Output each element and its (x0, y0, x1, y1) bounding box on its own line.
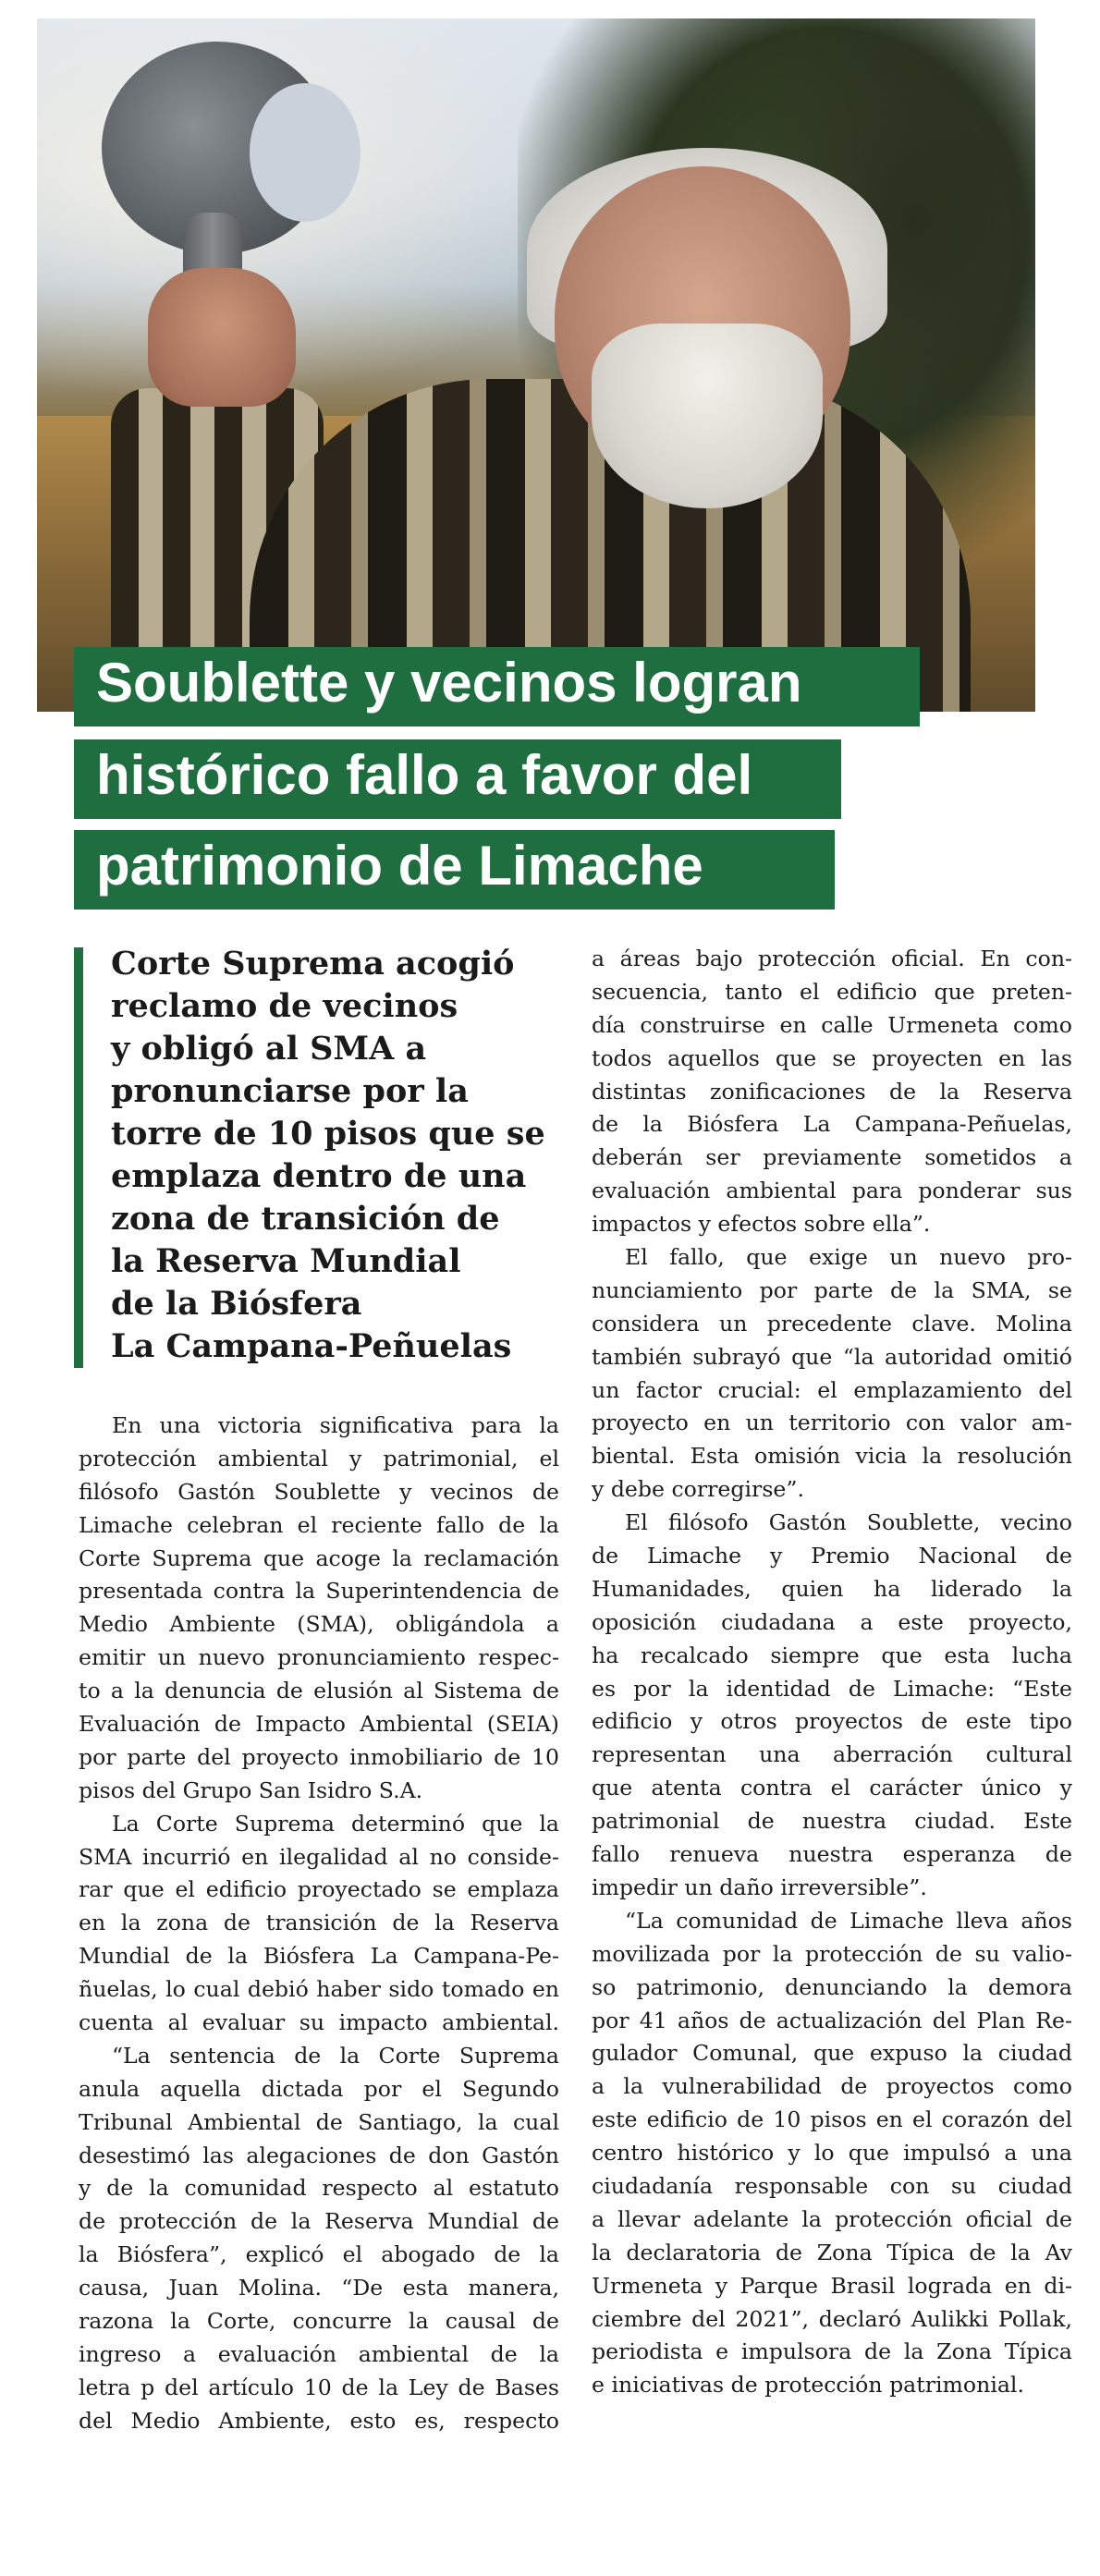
body-line: y de la comunidad respecto al estatuto (79, 2175, 559, 2202)
body-line: día construirse en calle Urmeneta como (592, 1011, 1072, 1038)
body-line: a la vulnerabilidad de proyectos como (592, 2073, 1072, 2100)
body-line: es por la identidad de Limache: “Este (592, 1675, 1072, 1702)
body-line: por 41 años de actualización del Plan Re- (592, 2007, 1072, 2033)
body-line: impedir un daño irreversible”. (592, 1874, 927, 1900)
lead-paragraph (111, 943, 582, 1368)
lead-line: La Campana-Peñuelas (111, 1327, 512, 1365)
body-line: este edificio de 10 pisos en el corazón del (592, 2106, 1072, 2133)
body-line: En una victoria significativa para la (112, 1412, 559, 1438)
body-line: “La comunidad de Limache lleva años (625, 1907, 1072, 1934)
body-line: gulador Comunal, que expuso la ciudad (592, 2040, 1072, 2067)
body-line: anula aquella dictada por el Segundo (79, 2075, 559, 2102)
lead-accent-bar (74, 947, 83, 1368)
body-line: proyecto en un territorio con valor am- (592, 1410, 1072, 1436)
body-line: emitir un nuevo pronunciamiento respec- (79, 1644, 559, 1671)
body-line: por parte del proyecto inmobiliario de 10 (79, 1743, 559, 1770)
body-line: en la zona de transición de la Reserva (79, 1910, 559, 1936)
body-line: Limache celebran el reciente fallo de la (79, 1511, 559, 1538)
body-line: Mundial de la Biósfera La Campana-Pe- (79, 1943, 559, 1970)
body-line: evaluación ambiental para ponderar sus (592, 1178, 1072, 1204)
body-line: y debe corregirse”. (592, 1476, 804, 1503)
body-line: impactos y efectos sobre ella”. (592, 1211, 931, 1238)
lead-line: torre de 10 pisos que se (111, 1115, 545, 1153)
body-line: nunciamiento por parte de la SMA, se (592, 1276, 1072, 1303)
body-line: deberán ser previamente sometidos a (592, 1144, 1072, 1171)
body-column-2 (592, 943, 1072, 2402)
body-line: protección ambiental y patrimonial, el (79, 1445, 559, 1471)
headline-line-3: patrimonio de Limache (74, 830, 835, 910)
lead-line: Corte Suprema acogió (111, 945, 515, 983)
body-line: de la Biósfera La Campana-Peñuelas, (592, 1111, 1072, 1138)
headline-line-2: histórico fallo a favor del (74, 739, 841, 819)
body-line: del Medio Ambiente, esto es, respecto (79, 2407, 559, 2434)
body-line: ñuelas, lo cual debió haber sido tomado en (79, 1976, 559, 2003)
lead-line: reclamo de vecinos (111, 987, 458, 1025)
body-line: Humanidades, quien ha liderado la (592, 1575, 1072, 1602)
body-line: filósofo Gastón Soublette y vecinos de (79, 1478, 559, 1505)
body-line: SMA incurrió en ilegalidad al no conside- (79, 1843, 559, 1870)
body-line: to a la denuncia de elusión al Sistema de (79, 1678, 559, 1704)
body-line: ciembre del 2021”, declaró Aulikki Pollak, (592, 2305, 1072, 2332)
body-line: pisos del Grupo San Isidro S.A. (79, 1776, 423, 1803)
lead-line: de la Biósfera (111, 1285, 362, 1323)
body-line: la Biósfera”, explicó el abogado de la (79, 2241, 559, 2268)
body-line: so patrimonio, denunciando la demora (592, 1973, 1072, 2000)
body-line: Evaluación de Impacto Ambiental (SEIA) (79, 1711, 559, 1738)
body-line: centro histórico y lo que impulsó a una (592, 2140, 1072, 2167)
body-line: representan una aberración cultural (592, 1741, 1072, 1768)
body-line: oposición ciudadana a este proyecto, (592, 1608, 1072, 1635)
headline-line-1: Soublette y vecinos logran (74, 647, 920, 726)
body-line: El filósofo Gastón Soublette, vecino (625, 1509, 1072, 1536)
lead-line: zona de transición de (111, 1200, 500, 1238)
body-line: considera un precedente clave. Molina (592, 1310, 1072, 1337)
body-line: edificio y otros proyectos de este tipo (592, 1708, 1072, 1735)
lead-line: y obligó al SMA a (111, 1030, 427, 1068)
body-line: razona la Corte, concurre la causal de (79, 2308, 559, 2335)
photo-axe-notch (250, 83, 361, 222)
photo-beard (592, 324, 823, 508)
body-line: letra p del artículo 10 de la Ley de Bases (79, 2374, 559, 2400)
body-line: de Limache y Premio Nacional de (592, 1543, 1072, 1569)
body-line: secuencia, tanto el edificio que preten- (592, 978, 1072, 1005)
body-line: La Corte Suprema determinó que la (112, 1810, 559, 1837)
body-line: también subrayó que “la autoridad omitió (592, 1343, 1072, 1370)
body-line: Tribunal Ambiental de Santiago, la cual (79, 2108, 559, 2135)
body-line: todos aquellos que se proyecten en las (592, 1044, 1072, 1071)
article-photo (37, 18, 1035, 712)
body-line: desestimó las alegaciones de don Gastón (79, 2142, 559, 2168)
lead-line: pronunciarse por la (111, 1072, 469, 1110)
body-line: Urmeneta y Parque Brasil lograda en di- (592, 2272, 1072, 2299)
body-line: ingreso a evaluación ambiental de la (79, 2340, 559, 2367)
body-column-1 (79, 1410, 559, 2438)
body-line: a llevar adelante la protección oficial de (592, 2205, 1072, 2232)
body-line: la declaratoria de Zona Típica de la Av (592, 2239, 1072, 2265)
body-line: que atenta contra el carácter único y (592, 1775, 1072, 1801)
lead-line: la Reserva Mundial (111, 1242, 461, 1280)
body-line: Medio Ambiente (SMA), obligándola a (79, 1611, 559, 1638)
body-line: movilizada por la protección de su valio- (592, 1940, 1072, 1967)
body-line: ciudadanía responsable con su ciudad (592, 2172, 1072, 2199)
body-line: cuenta al evaluar su impacto ambiental. (79, 2009, 559, 2036)
body-line: fallo renueva nuestra esperanza de (592, 1841, 1072, 1868)
body-line: un factor crucial: el emplazamiento del (592, 1376, 1072, 1403)
body-line: a áreas bajo protección oficial. En con- (592, 946, 1072, 971)
photo-hand (148, 268, 296, 407)
body-line: periodista e impulsora de la Zona Típica (592, 2338, 1072, 2365)
body-line: de protección de la Reserva Mundial de (79, 2208, 559, 2235)
body-line: “La sentencia de la Corte Suprema (112, 2042, 559, 2069)
body-line: causa, Juan Molina. “De esta manera, (79, 2275, 559, 2301)
body-line: distintas zonificaciones de la Reserva (592, 1078, 1072, 1105)
body-line: rar que el edificio proyectado se emplaza (79, 1876, 559, 1903)
body-line: presentada contra la Superintendencia de (79, 1578, 559, 1605)
body-line: e iniciativas de protección patrimonial. (592, 2372, 1024, 2399)
body-line: patrimonial de nuestra ciudad. Este (592, 1808, 1072, 1835)
body-line: ha recalcado siempre que esta lucha (592, 1642, 1072, 1668)
body-line: El fallo, que exige un nuevo pro- (625, 1244, 1072, 1271)
body-line: biental. Esta omisión vicia la resolución (592, 1443, 1072, 1470)
lead-line: emplaza dentro de una (111, 1157, 527, 1195)
body-line: Corte Suprema que acoge la reclamación (79, 1544, 559, 1571)
